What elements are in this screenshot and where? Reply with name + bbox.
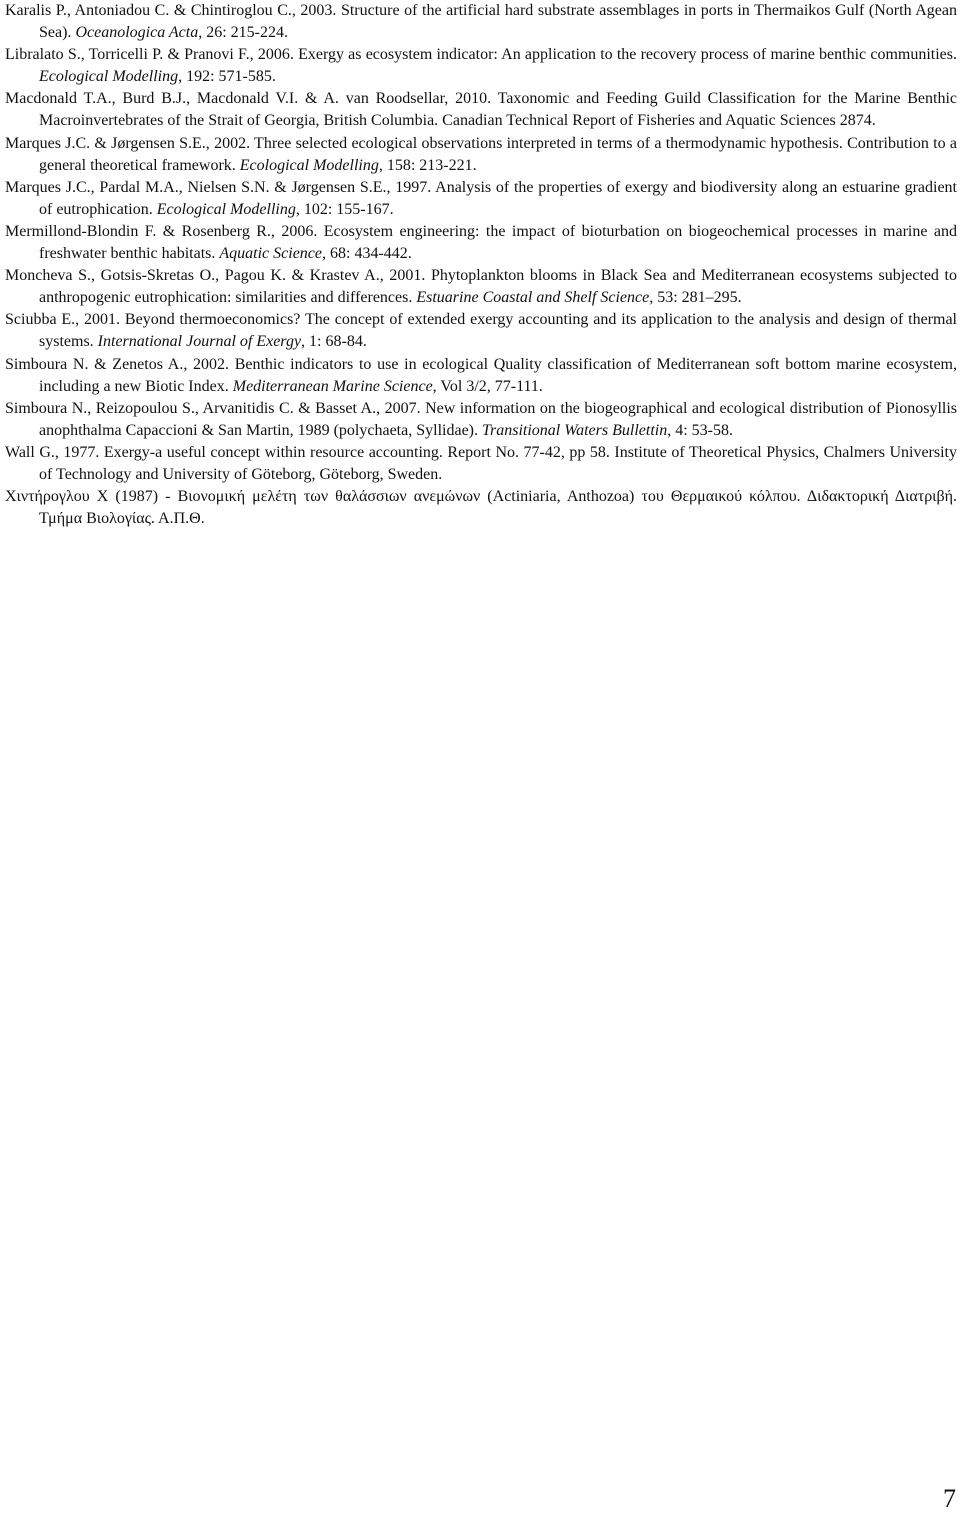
reference-entry: Macdonald T.A., Burd B.J., Macdonald V.I. & A. van Roodsellar, 2010. Taxonomic and Feeding Guild Classification for the Marine Benthic Macroinvertebrates of the Strait of Georgia, British Columbia. Canadian Technical Report of Fisheries and Aquatic Sciences 2874. xyxy=(5,90,957,130)
reference-entry: Moncheva S., Gotsis-Skretas O., Pagou K. & Krastev A., 2001. Phytoplankton blooms in Black Sea and Mediterranean ecosystems subjected to anthropogenic eutrophication: similarities and differences. Estuarine Coastal and Shelf Science, 53: 281–295. xyxy=(5,267,957,307)
reference-entry: Karalis P., Antoniadou C. & Chintiroglou C., 2003. Structure of the artificial hard substrate assemblages in ports in Thermaikos Gulf (North Agean Sea). Oceanologica Acta, 26: 215-224. xyxy=(5,2,957,42)
reference-entry: Χιντήρογλου Χ (1987) - Βιονομική μελέτη των θαλάσσιων ανεμώνων (Actiniaria, Anthozoa) του Θερμαικού κόλπου. Διδακτορική Διατριβή. Τμήμα Βιολογίας. Α.Π.Θ. xyxy=(5,488,957,528)
reference-entry: Marques J.C. & Jørgensen S.E., 2002. Three selected ecological observations interpreted in terms of a thermodynamic hypothesis. Contribution to a general theoretical framework. Ecological Modelling, 158: 213-221. xyxy=(5,134,957,174)
reference-entry: Simboura N. & Zenetos A., 2002. Benthic indicators to use in ecological Quality classification of Mediterranean soft bottom marine ecosystem, including a new Biotic Index. Mediterranean Marine Science, Vol 3/2, 77-111. xyxy=(5,355,957,395)
reference-entry: Libralato S., Torricelli P. & Pranovi F., 2006. Exergy as ecosystem indicator: An application to the recovery process of marine benthic communities. Ecological Modelling, 192: 571-585. xyxy=(5,46,957,86)
reference-list xyxy=(5,0,957,530)
reference-entry: Marques J.C., Pardal M.A., Nielsen S.N. & Jørgensen S.E., 1997. Analysis of the properties of exergy and biodiversity along an estuarine gradient of eutrophication. Ecological Modelling, 102: 155-167. xyxy=(5,178,957,218)
reference-entry: Sciubba E., 2001. Beyond thermoeconomics? The concept of extended exergy accounting and its application to the analysis and design of thermal systems. International Journal of Exergy, 1: 68-84. xyxy=(5,311,957,351)
reference-entry: Wall G., 1977. Exergy-a useful concept within resource accounting. Report No. 77-42, pp 58. Institute of Theoretical Physics, Chalmers University of Technology and University of Göteborg, Göteborg, Sweden. xyxy=(5,443,957,483)
reference-entry: Mermillond-Blondin F. & Rosenberg R., 2006. Ecosystem engineering: the impact of bioturbation on biogeochemical processes in marine and freshwater benthic habitats. Aquatic Science, 68: 434-442. xyxy=(5,222,957,263)
page-number: 7 xyxy=(943,1484,956,1513)
reference-entry: Simboura N., Reizopoulou S., Arvanitidis C. & Basset A., 2007. New information on the biogeographical and ecological distribution of Pionosyllis anophthalma Capaccioni & San Martin, 1989 (polychaeta, Syllidae). Transitional Waters Bullettin, 4: 53-58. xyxy=(5,399,957,439)
